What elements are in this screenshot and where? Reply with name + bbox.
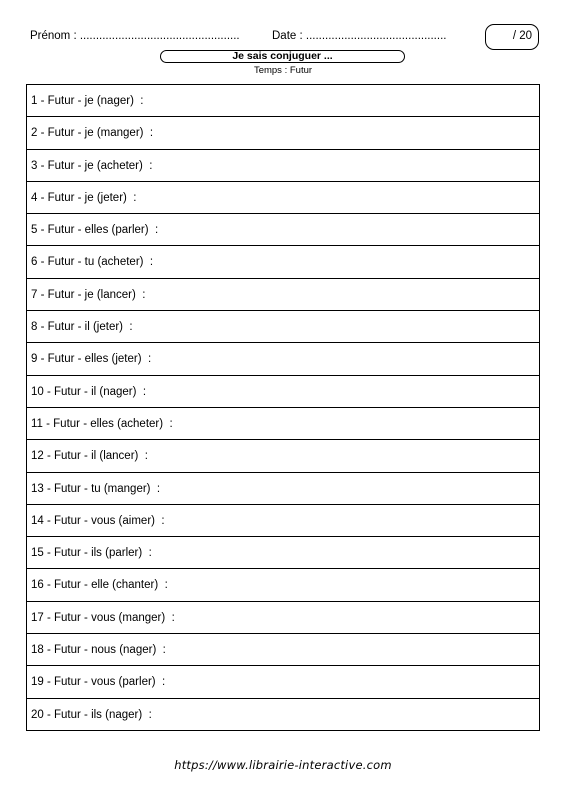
exercise-row: 2 - Futur - je (manger) : [27, 117, 539, 149]
worksheet-title: Je sais conjuguer ... [160, 50, 405, 63]
exercise-row: 6 - Futur - tu (acheter) : [27, 246, 539, 278]
exercise-row: 1 - Futur - je (nager) : [27, 85, 539, 117]
exercise-table [26, 84, 540, 731]
exercise-row: 20 - Futur - ils (nager) : [27, 699, 539, 731]
exercise-row: 19 - Futur - vous (parler) : [27, 666, 539, 698]
exercise-row: 17 - Futur - vous (manger) : [27, 602, 539, 634]
exercise-row: 15 - Futur - ils (parler) : [27, 537, 539, 569]
exercise-row: 13 - Futur - tu (manger) : [27, 473, 539, 505]
exercise-row: 3 - Futur - je (acheter) : [27, 150, 539, 182]
exercise-row: 9 - Futur - elles (jeter) : [27, 343, 539, 375]
date-field: Date : ............................................ [272, 30, 447, 42]
worksheet-subtitle: Temps : Futur [253, 65, 313, 76]
exercise-row: 11 - Futur - elles (acheter) : [27, 408, 539, 440]
exercise-row: 10 - Futur - il (nager) : [27, 376, 539, 408]
exercise-row: 18 - Futur - nous (nager) : [27, 634, 539, 666]
exercise-row: 12 - Futur - il (lancer) : [27, 440, 539, 472]
exercise-row: 4 - Futur - je (jeter) : [27, 182, 539, 214]
exercise-row: 14 - Futur - vous (aimer) : [27, 505, 539, 537]
score-box: / 20 [485, 24, 539, 50]
exercise-row: 16 - Futur - elle (chanter) : [27, 569, 539, 601]
footer-url: https://www.librairie-interactive.com [174, 758, 392, 772]
prenom-field: Prénom : .................................................. [30, 30, 240, 42]
exercise-row: 5 - Futur - elles (parler) : [27, 214, 539, 246]
exercise-row: 8 - Futur - il (jeter) : [27, 311, 539, 343]
exercise-row: 7 - Futur - je (lancer) : [27, 279, 539, 311]
